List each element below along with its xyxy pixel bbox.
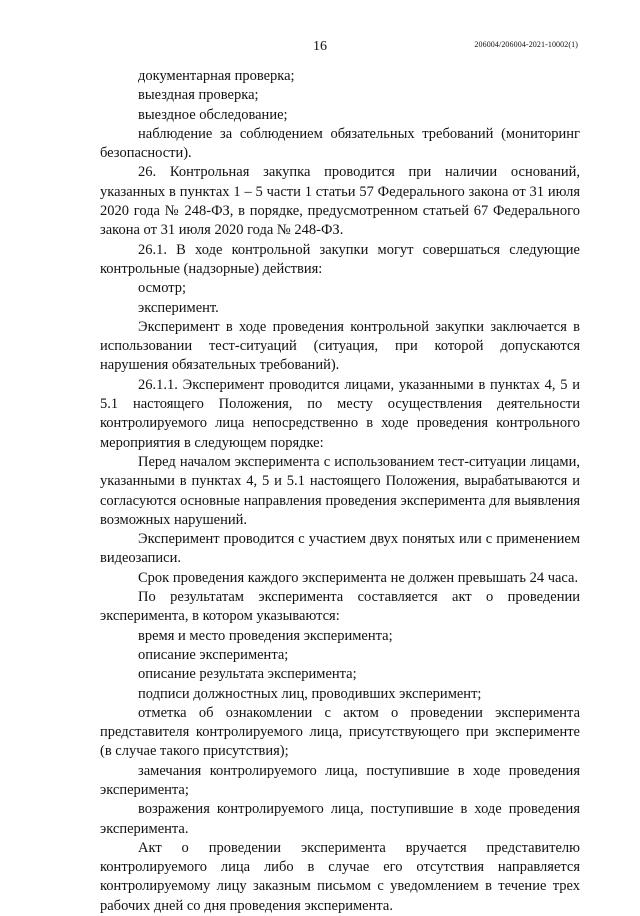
paragraph: Перед началом эксперимента с использованием тест-ситуации лицами, указанными в пунктах 4, 5 и 5.1 настоящего Положения, вырабатываются и согласуются основные направления проведения эксперимента для выявления возможных нарушений.: [100, 453, 580, 528]
paragraph: описание результата эксперимента;: [138, 666, 357, 683]
paragraph: эксперимент.: [138, 299, 219, 316]
document-body: [100, 67, 580, 916]
paragraph: отметка об ознакомлении с актом о проведении эксперимента представителя контролируемого лица, присутствующего при эксперименте (в случае такого присутствия);: [100, 704, 580, 760]
paragraph: 26.1. В ходе контрольной закупки могут совершаться следующие контрольные (надзорные) действия:: [100, 241, 580, 277]
paragraph: Акт о проведении эксперимента вручается представителю контролируемого лица либо в случае его отсутствия направляется контролируемому лицу заказным письмом с уведомлением в течение трех рабочих дней со дня проведения эксперимента.: [100, 839, 580, 914]
paragraph: документарная проверка;: [138, 68, 295, 84]
document-code: 206004/206004-2021-10002(1): [474, 40, 578, 49]
paragraph: возражения контролируемого лица, поступившие в ходе проведения эксперимента.: [100, 801, 580, 837]
paragraph: замечания контролируемого лица, поступившие в ходе проведения эксперимента;: [100, 762, 580, 798]
paragraph: осмотр;: [138, 280, 187, 297]
paragraph: Срок проведения каждого эксперимента не должен превышать 24 часа.: [138, 569, 579, 586]
paragraph: наблюдение за соблюдением обязательных требований (мониторинг безопасности).: [100, 125, 580, 162]
paragraph: Эксперимент проводится с участием двух понятых или с применением видеозаписи.: [100, 531, 580, 567]
paragraph: 26.1.1. Эксперимент проводится лицами, указанными в пунктах 4, 5 и 5.1 настоящего Положения, по месту осуществления деятельности контролируемого лица непосредственно в ходе проведения контрольного мероприятия в следующем порядке:: [100, 376, 580, 451]
paragraph: По результатам эксперимента составляется акт о проведении эксперимента, в котором указываются:: [100, 589, 580, 625]
paragraph: описание эксперимента;: [138, 646, 289, 663]
paragraph: выездное обследование;: [138, 106, 288, 123]
paragraph: Эксперимент в ходе проведения контрольной закупки заключается в использовании тест-ситуаций (ситуация, при которой допускаются нарушения обязательных требований).: [100, 318, 580, 374]
paragraph: подписи должностных лиц, проводивших эксперимент;: [138, 685, 482, 702]
paragraph: время и место проведения эксперимента;: [138, 627, 393, 644]
page-number: 16: [313, 39, 327, 54]
paragraph: 26. Контрольная закупка проводится при наличии оснований, указанных в пунктах 1 – 5 части 1 статьи 57 Федерального закона от 31 июля 2020 года № 248-ФЗ, в порядке, предусмотренном статьей 67 Федерального закона от 31 июля 2020 года № 248-ФЗ.: [100, 164, 580, 239]
paragraph: выездная проверка;: [138, 87, 259, 104]
